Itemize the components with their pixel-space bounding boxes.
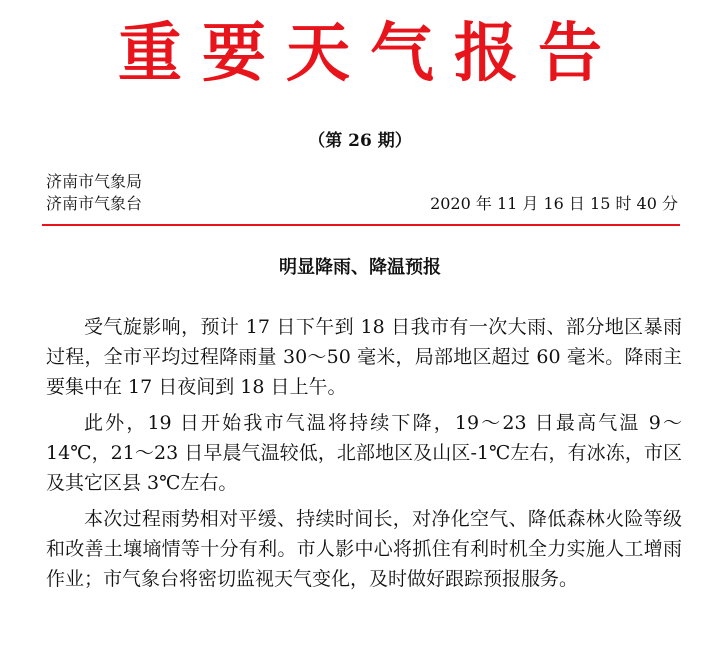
body-paragraph: 此外，19 日开始我市气温将持续下降，19～23 日最高气温 9～14℃，21～23 日早晨气温较低，北部地区及山区-1℃左右，有冰冻，市区及其它区县 3℃左右。 — [46, 412, 682, 494]
masthead-title: 重要天气报告 — [118, 16, 622, 91]
issue-number: （第 26 期） — [308, 131, 412, 151]
issue-datetime: 2020 年 11 月 16 日 15 时 40 分 — [430, 194, 678, 213]
body-paragraph: 本次过程雨势相对平缓、持续时间长，对净化空气、降低森林火险等级和改善土壤墒情等十分有利。市人影中心将抓住有利时机全力实施人工增雨作业；市气象台将密切监视天气变化，及时做好跟踪预报服务。 — [46, 508, 682, 590]
document-body — [46, 312, 682, 600]
issuer-observatory: 济南市气象台 — [46, 194, 143, 213]
issuer-bureau: 济南市气象局 — [46, 172, 143, 191]
document-title: 明显降雨、降温预报 — [279, 257, 441, 278]
body-paragraph: 受气旋影响，预计 17 日下午到 18 日我市有一次大雨、部分地区暴雨过程，全市平均过程降雨量 30～50 毫米，局部地区超过 60 毫米。降雨主要集中在 17 日夜间到 18 日上午。 — [46, 316, 682, 398]
header-divider — [42, 224, 680, 226]
